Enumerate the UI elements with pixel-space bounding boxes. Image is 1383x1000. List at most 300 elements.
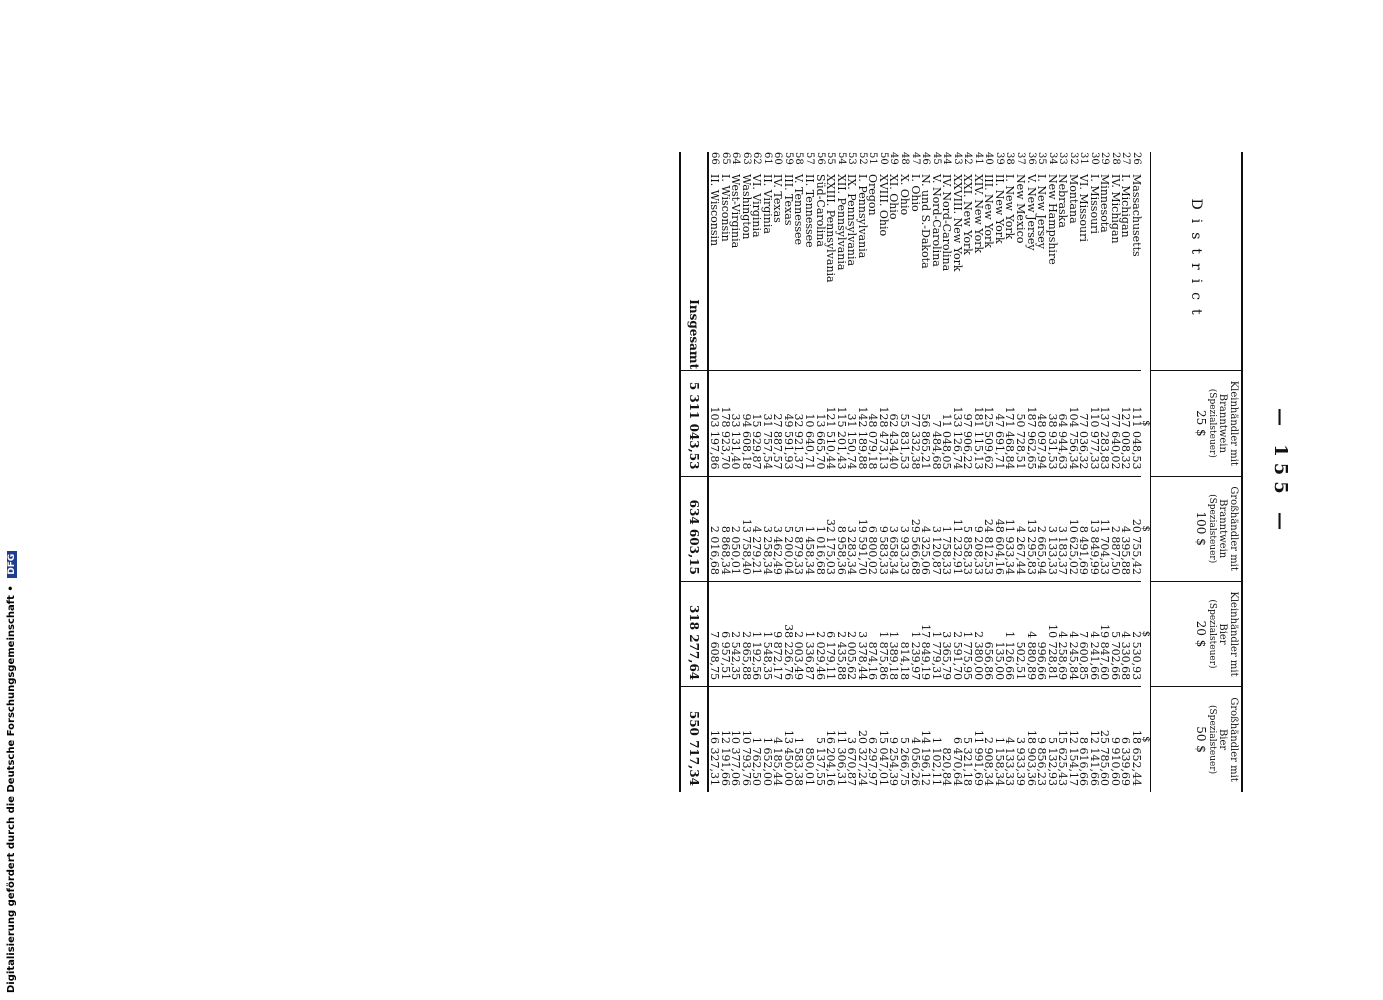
row-number: 49 [888, 152, 900, 165]
tax-value: 2 887,50 [1109, 476, 1120, 581]
row-number: 59 [782, 152, 794, 165]
tax-value: 38 226,76 [782, 581, 793, 686]
tax-value: 4 056,26 [909, 687, 920, 792]
row-number: 32 [1067, 152, 1079, 165]
tax-value: 1 336,87 [804, 581, 815, 686]
tax-value: 5 879,33 [793, 476, 804, 581]
tax-value: 32 175,03 [825, 476, 836, 581]
row-number: 37 [1014, 152, 1026, 165]
column-label: Großhändler mit Branntwein [1217, 486, 1239, 571]
tax-value: 4 133,33 [1004, 687, 1015, 792]
tax-value: 128 473,13 [877, 371, 888, 476]
tax-value: 31 150,74 [846, 371, 857, 476]
tax-value: 1 126,66 [1004, 581, 1015, 686]
row-number: 53 [846, 152, 858, 165]
tax-value: 10 728,81 [1046, 581, 1057, 686]
district-name: N. und S.-Dakota [919, 174, 933, 269]
tax-value: 31 757,54 [761, 371, 772, 476]
tax-value: 1 583,38 [793, 687, 804, 792]
column-header-4 [1151, 687, 1243, 792]
column-rate-amount: 100 $ [1194, 511, 1208, 546]
total-value: 5 311 043,53 [680, 371, 708, 476]
table-row [1088, 152, 1099, 792]
tax-value: 5 266,75 [898, 687, 909, 792]
tax-value: 125 509,62 [983, 371, 994, 476]
district-name: New Hampshire [1045, 174, 1059, 265]
table-row [1004, 152, 1015, 792]
row-number: 43 [951, 152, 963, 165]
row-number: 65 [719, 152, 731, 165]
column-rate-amount: 20 $ [1194, 620, 1208, 648]
row-number: 36 [1025, 152, 1037, 165]
table-row [898, 152, 909, 792]
tax-value: 20 327,24 [856, 687, 867, 792]
tax-value: 6 470,64 [951, 687, 962, 792]
district-name: V. Nord-Carolina [929, 174, 943, 267]
tax-value: 2 542,35 [730, 581, 741, 686]
credit-text: Digitalisierung gefördert durch die Deutsche Forschungsgemeinschaft • [6, 585, 17, 993]
row-number: 55 [825, 152, 837, 165]
tax-value: 996,66 [1036, 581, 1047, 686]
tax-value: 2 016,68 [708, 476, 720, 581]
column-label: Großhändler mit Bier [1217, 697, 1239, 782]
district-name: III. Texas [781, 174, 795, 226]
tax-value: 1 102,11 [930, 687, 941, 792]
tax-value: 10 625,02 [1067, 476, 1078, 581]
tax-value: 9 910,60 [1109, 687, 1120, 792]
table-row [1109, 152, 1120, 792]
tax-value: 9 583,33 [877, 476, 888, 581]
district-name: Nebraska [1056, 174, 1070, 228]
district-name: II. New York [992, 174, 1006, 244]
tax-value: 2 005,62 [846, 581, 857, 686]
tax-value: 33 131,40 [730, 371, 741, 476]
table-row [761, 152, 772, 792]
table-row [1130, 152, 1141, 792]
row-number: 28 [1109, 152, 1121, 165]
tax-value: 3 283,34 [846, 476, 857, 581]
row-number: 57 [804, 152, 816, 165]
row-number: 48 [898, 152, 910, 165]
tax-value: 4 245,84 [1067, 581, 1078, 686]
column-rate-note: (Spezialsteuer) [1207, 705, 1217, 775]
tax-value: 56 865,21 [920, 371, 931, 476]
tax-value: 8 491,69 [1078, 476, 1089, 581]
tax-value: 11 232,91 [951, 476, 962, 581]
district-name: XI. Ohio [887, 174, 901, 220]
tax-value: 6 957,51 [719, 581, 730, 686]
tax-value: 15 929,87 [751, 371, 762, 476]
district-name: IX. Pennsylvania [845, 174, 859, 267]
column-rate-note: (Spezialsteuer) [1207, 388, 1217, 458]
total-value: 634 603,15 [680, 476, 708, 581]
tax-value: 820,84 [941, 687, 952, 792]
tax-value: 103 197,86 [708, 371, 720, 476]
table-row [1014, 152, 1025, 792]
table-row [1025, 152, 1036, 792]
tax-value: 48 604,16 [993, 476, 1004, 581]
district-name: III. New York [982, 174, 996, 248]
tax-value: 1 779,31 [930, 581, 941, 686]
row-number: 33 [1057, 152, 1069, 165]
row-number: 42 [962, 152, 974, 165]
district-name: West-Virginia [729, 174, 743, 249]
tax-value: 3 365,79 [941, 581, 952, 686]
tax-value: 11 048,05 [941, 371, 952, 476]
digitization-credit [6, 551, 17, 993]
tax-value: 3 933,33 [898, 476, 909, 581]
tax-value: 137 283,83 [1099, 371, 1110, 476]
row-number: 58 [793, 152, 805, 165]
column-header-3 [1151, 581, 1243, 686]
table-row [888, 152, 899, 792]
tax-value: 135,00 [993, 581, 1004, 686]
tax-value: 50 728,51 [1014, 371, 1025, 476]
table-row [1120, 152, 1131, 792]
district-name: I. New Jersey [1035, 174, 1049, 249]
tax-value: 77 036,32 [1078, 371, 1089, 476]
tax-value: 10 640,71 [804, 371, 815, 476]
tax-value: 1 192,56 [751, 581, 762, 686]
tax-value: 1 775,95 [962, 581, 973, 686]
table-row [751, 152, 762, 792]
tax-value: 77 332,38 [909, 371, 920, 476]
tax-value: 55 831,53 [898, 371, 909, 476]
tax-value: 4 258,69 [1057, 581, 1068, 686]
district-name: Washington [739, 174, 753, 240]
table-row [920, 152, 931, 792]
tax-value: 178 923,70 [719, 371, 730, 476]
table-row [782, 152, 793, 792]
district-name: Süd-Carolina [813, 174, 827, 247]
tax-value: 12 191,66 [719, 687, 730, 792]
tax-value: 814,18 [898, 581, 909, 686]
table-header-row [1151, 152, 1243, 792]
tax-value: 133 126,74 [951, 371, 962, 476]
tax-value: 1 239,97 [909, 581, 920, 686]
table-row [793, 152, 804, 792]
tax-value: 2 665,94 [1036, 476, 1047, 581]
row-number: 56 [814, 152, 826, 165]
tax-value: 18 903,36 [1025, 687, 1036, 792]
tax-value: 27 887,57 [772, 371, 783, 476]
table-row [719, 152, 730, 792]
column-header-1 [1151, 371, 1243, 476]
row-number: 61 [761, 152, 773, 165]
tax-value: 14 196,12 [920, 687, 931, 792]
tax-value: 13 665,70 [814, 371, 825, 476]
tax-value: 11 704,33 [1099, 476, 1110, 581]
table-row [804, 152, 815, 792]
tax-value: 1 158,34 [993, 687, 1004, 792]
row-number: 39 [993, 152, 1005, 165]
tax-value: 2 591,70 [951, 581, 962, 686]
total-value: 318 277,64 [680, 581, 708, 686]
row-number: 30 [1088, 152, 1100, 165]
row-number: 29 [1099, 152, 1111, 165]
district-name: New Mexico [1013, 174, 1027, 244]
tax-value: 127 008,32 [1120, 371, 1131, 476]
tax-value: 97 906,22 [962, 371, 973, 476]
district-name: IV. Nord-Carolina [940, 174, 954, 272]
tax-value: 13 295,83 [1025, 476, 1036, 581]
tax-value: 38 931,53 [1046, 371, 1057, 476]
tax-value: 5 137,55 [814, 687, 825, 792]
row-number: 51 [867, 152, 879, 165]
district-name: I. Michigan [1119, 174, 1133, 238]
district-name: Montana [1066, 174, 1080, 224]
tax-value: 17 849,19 [920, 581, 931, 686]
tax-value: 16 327,31 [708, 687, 720, 792]
district-name: VI. Missouri [1077, 174, 1091, 242]
tax-value: 15 625,43 [1057, 687, 1068, 792]
tax-value: 3 183,37 [1057, 476, 1068, 581]
row-number: 26 [1131, 152, 1142, 165]
district-name: XXI. New York [961, 174, 975, 255]
tax-value: 7 608,75 [708, 581, 720, 686]
tax-value: 502,51 [1014, 581, 1025, 686]
tax-value: 187 962,65 [1025, 371, 1036, 476]
district-name: XXVIII. New York [950, 174, 964, 272]
table-row [877, 152, 888, 792]
currency-mark: $ [1140, 736, 1151, 743]
tax-value: 3 378,44 [856, 581, 867, 686]
district-name: XIV. New York [971, 174, 985, 254]
tax-value: 12 154,17 [1067, 687, 1078, 792]
tax-value: 19 591,70 [856, 476, 867, 581]
tax-value: 20 755,42 [1130, 476, 1141, 581]
tax-value: 7 600,85 [1078, 581, 1089, 686]
tax-value: 77 640,02 [1109, 371, 1120, 476]
row-number: 52 [856, 152, 868, 165]
tax-value: 9 208,33 [972, 476, 983, 581]
tax-value: 49 591,93 [782, 371, 793, 476]
tax-value: 4 330,68 [1120, 581, 1131, 686]
column-rate-amount: 50 $ [1194, 726, 1208, 753]
tax-value: 3 658,34 [888, 476, 899, 581]
district-name: XVIII. Ohio [876, 174, 890, 237]
tax-value: 1 875,86 [877, 581, 888, 686]
total-value: 550 717,34 [680, 687, 708, 792]
tax-value: 6 339,69 [1120, 687, 1131, 792]
row-number: 27 [1120, 152, 1132, 165]
tax-value: 3 258,34 [761, 476, 772, 581]
tax-value: 9 856,23 [1036, 687, 1047, 792]
column-header-2 [1151, 476, 1243, 581]
tax-value: 18 652,44 [1130, 687, 1141, 792]
tax-value: 5 200,04 [782, 476, 793, 581]
tax-value: 11 991,69 [972, 687, 983, 792]
tax-value: 64 944,63 [1057, 371, 1068, 476]
row-number: 45 [930, 152, 942, 165]
tax-value: 104 756,34 [1067, 371, 1078, 476]
tax-value: 48 079,18 [867, 371, 878, 476]
district-name: IV. Texas [771, 174, 785, 223]
district-name: VI. Virginia [750, 174, 764, 238]
row-number: 41 [972, 152, 984, 165]
row-number: 34 [1046, 152, 1058, 165]
tax-value: 32 921,37 [793, 371, 804, 476]
column-label: Kleinhändler mit Bier [1217, 591, 1239, 677]
tax-value: 3 462,49 [772, 476, 783, 581]
district-name: II. Virginia [760, 174, 774, 234]
tax-value: 2 050,01 [730, 476, 741, 581]
table-body [708, 152, 1141, 792]
table-row [825, 152, 836, 792]
district-name: I. Ohio [908, 174, 922, 212]
row-number: 54 [835, 152, 847, 165]
tax-value: 1 762,50 [751, 687, 762, 792]
tax-value: 48 097,94 [1036, 371, 1047, 476]
district-name: V. New Jersey [1024, 174, 1038, 251]
row-number: 31 [1078, 152, 1090, 165]
tax-value: 3 120,87 [930, 476, 941, 581]
currency-mark: $ [1140, 525, 1151, 532]
tax-value: 3 670,87 [846, 687, 857, 792]
table-row [814, 152, 825, 792]
row-number: 66 [709, 152, 721, 165]
column-rate-note: (Spezialsteuer) [1207, 599, 1217, 669]
tax-value: 121 510,44 [825, 371, 836, 476]
tax-value: 181 115,13 [972, 371, 983, 476]
district-name: II. Tennessee [803, 174, 817, 248]
tax-value: 11 933,34 [1004, 476, 1015, 581]
tax-value: 1 758,33 [941, 476, 952, 581]
tax-value: 9 872,17 [772, 581, 783, 686]
tax-value: 874,16 [867, 581, 878, 686]
tax-value: 13 849,99 [1088, 476, 1099, 581]
dfg-logo: DFG [7, 551, 17, 578]
column-label: Kleinhändler mit Branntwein [1217, 380, 1239, 466]
tax-value: 850,01 [804, 687, 815, 792]
tax-value: 10 793,76 [740, 687, 751, 792]
tax-value: 115 201,43 [835, 371, 846, 476]
currency-mark: $ [1140, 420, 1151, 427]
district-name: V. Tennessee [792, 174, 806, 246]
tax-value: 5 321,18 [962, 687, 973, 792]
rotated-page [243, 152, 1291, 792]
tax-value: 6 297,97 [867, 687, 878, 792]
column-rate-note: (Spezialsteuer) [1207, 494, 1217, 564]
tax-value: 1 458,34 [804, 476, 815, 581]
tax-value: 10 377,06 [730, 687, 741, 792]
tax-value: 656,86 [983, 581, 994, 686]
tax-value: 4 241,66 [1088, 581, 1099, 686]
tax-value: 2 530,93 [1130, 581, 1141, 686]
tax-value: 5 858,33 [962, 476, 973, 581]
tax-value: 8 616,66 [1078, 687, 1089, 792]
tax-value: 47 691,71 [993, 371, 1004, 476]
tax-value: 13 758,40 [740, 476, 751, 581]
tax-value: 1 016,68 [814, 476, 825, 581]
table-row [708, 152, 720, 792]
tax-value: 1 389,18 [888, 581, 899, 686]
district-name: I. Pennsylvania [855, 174, 869, 259]
tax-value: 94 608,18 [740, 371, 751, 476]
tax-value: 1 548,35 [761, 581, 772, 686]
district-name: I. Wisconsin [718, 174, 732, 242]
tax-value: 8 868,34 [719, 476, 730, 581]
currency-mark: $ [1140, 630, 1151, 638]
tax-value: 2 003,49 [793, 581, 804, 686]
tax-value: 11 306,31 [835, 687, 846, 792]
tax-value: 1 652,00 [761, 687, 772, 792]
district-name: I. New York [1003, 174, 1017, 240]
row-number: 62 [751, 152, 763, 165]
tax-value: 29 566,68 [909, 476, 920, 581]
tax-value: 16 204,16 [825, 687, 836, 792]
tax-value: 2 435,88 [835, 581, 846, 686]
table-row [772, 152, 783, 792]
district-name: Oregon [866, 174, 880, 216]
total-row [680, 152, 708, 792]
tax-value: 4 880,89 [1025, 581, 1036, 686]
tax-value: 2 029,46 [814, 581, 825, 686]
table-row [1067, 152, 1078, 792]
tax-value: 142 189,88 [856, 371, 867, 476]
tax-value: 4 267,44 [1014, 476, 1025, 581]
tax-value: 62 434,40 [888, 371, 899, 476]
tax-table [679, 152, 1243, 792]
district-name: X. Ohio [897, 174, 911, 216]
table-row [909, 152, 920, 792]
row-number: 46 [920, 152, 932, 165]
row-number: 44 [941, 152, 953, 165]
tax-value: 2 908,34 [983, 687, 994, 792]
row-number: 47 [909, 152, 921, 165]
table-row [993, 152, 1004, 792]
tax-value: 3 133,33 [1046, 476, 1057, 581]
total-label: Insgesamt [680, 164, 708, 371]
row-number: 63 [740, 152, 752, 165]
row-number: 40 [983, 152, 995, 165]
district-name: I. Missouri [1087, 174, 1101, 234]
tax-value: 24 812,53 [983, 476, 994, 581]
tax-value: 15 047,01 [877, 687, 888, 792]
tax-value: 171 468,84 [1004, 371, 1015, 476]
tax-value: 6 800,02 [867, 476, 878, 581]
row-number: 64 [730, 152, 742, 165]
row-number: 35 [1036, 152, 1048, 165]
tax-value: 2 380,00 [972, 581, 983, 686]
tax-value: 6 179,11 [825, 581, 836, 686]
page-number: — 155 — [1270, 407, 1291, 537]
tax-value: 12 141,66 [1088, 687, 1099, 792]
tax-value: 7 484,68 [930, 371, 941, 476]
tax-value: 4 185,44 [772, 687, 783, 792]
tax-value: 19 847,60 [1099, 581, 1110, 686]
tax-value: 2 865,88 [740, 581, 751, 686]
district-name: XII. Pennsylvania [834, 174, 848, 271]
table-row [1099, 152, 1110, 792]
tax-value: 3 933,39 [1014, 687, 1025, 792]
district-name: IV. Michigan [1108, 174, 1122, 244]
district-name: II. Wisconsin [708, 174, 722, 247]
district-header: District [1151, 152, 1243, 371]
row-number: 50 [877, 152, 889, 165]
table-row [740, 152, 751, 792]
district-name: Massachusetts [1130, 174, 1143, 257]
table-row [1078, 152, 1089, 792]
tax-value: 25 785,60 [1099, 687, 1110, 792]
column-rate-amount: 25 $ [1194, 409, 1208, 437]
district-name: XXIII. Pennsylvania [824, 174, 838, 283]
tax-value: 8 958,36 [835, 476, 846, 581]
row-number: 60 [772, 152, 784, 165]
tax-value: 5 702,66 [1109, 581, 1120, 686]
table-row [730, 152, 741, 792]
tax-value: 9 254,39 [888, 687, 899, 792]
